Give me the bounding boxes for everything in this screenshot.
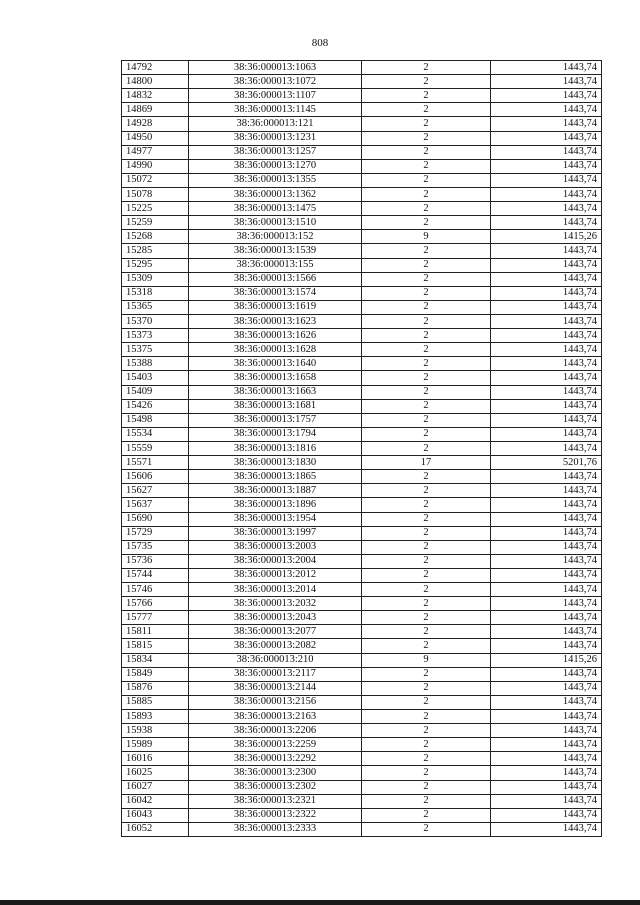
value-cell: 1443,74 [491,145,602,159]
cadastral-number-cell: 38:36:000013:1896 [189,498,362,512]
value-cell: 1443,74 [491,413,602,427]
cadastral-number-cell: 38:36:000013:1574 [189,286,362,300]
table-body [122,61,602,837]
value-cell: 1443,74 [491,272,602,286]
cadastral-number-cell: 38:36:000013:1231 [189,131,362,145]
row-id-cell: 15559 [122,441,189,455]
table-row [122,357,602,371]
table-row [122,371,602,385]
table-row [122,526,602,540]
value-cell: 1443,74 [491,385,602,399]
quantity-cell: 2 [362,498,491,512]
cadastral-number-cell: 38:36:000013:2259 [189,738,362,752]
value-cell: 1443,74 [491,427,602,441]
row-id-cell: 14928 [122,117,189,131]
value-cell: 1443,74 [491,329,602,343]
value-cell: 1443,74 [491,540,602,554]
row-id-cell: 15403 [122,371,189,385]
value-cell: 1443,74 [491,794,602,808]
table-row [122,244,602,258]
cadastral-number-cell: 38:36:000013:2302 [189,780,362,794]
row-id-cell: 15893 [122,710,189,724]
value-cell: 1443,74 [491,710,602,724]
value-cell: 1443,74 [491,131,602,145]
row-id-cell: 15318 [122,286,189,300]
row-id-cell: 15735 [122,540,189,554]
table-row [122,61,602,75]
cadastral-number-cell: 38:36:000013:1510 [189,216,362,230]
cadastral-number-cell: 38:36:000013:2077 [189,625,362,639]
cadastral-number-cell: 38:36:000013:2292 [189,752,362,766]
quantity-cell: 2 [362,399,491,413]
quantity-cell: 2 [362,568,491,582]
table-row [122,808,602,822]
value-cell: 1415,26 [491,653,602,667]
table-row [122,822,602,836]
quantity-cell: 2 [362,540,491,554]
quantity-cell: 2 [362,145,491,159]
value-cell: 1443,74 [491,611,602,625]
table-row [122,187,602,201]
table-row [122,314,602,328]
quantity-cell: 2 [362,103,491,117]
row-id-cell: 15370 [122,314,189,328]
value-cell: 1443,74 [491,314,602,328]
row-id-cell: 15834 [122,653,189,667]
value-cell: 1443,74 [491,300,602,314]
quantity-cell: 2 [362,554,491,568]
row-id-cell: 15426 [122,399,189,413]
table-row [122,752,602,766]
value-cell: 1443,74 [491,695,602,709]
value-cell: 1443,74 [491,484,602,498]
cadastral-number-cell: 38:36:000013:2163 [189,710,362,724]
cadastral-number-cell: 38:36:000013:2300 [189,766,362,780]
quantity-cell: 2 [362,371,491,385]
quantity-cell: 2 [362,738,491,752]
value-cell: 1443,74 [491,512,602,526]
row-id-cell: 15285 [122,244,189,258]
row-id-cell: 15295 [122,258,189,272]
table-row [122,724,602,738]
value-cell: 1443,74 [491,202,602,216]
table-row [122,681,602,695]
row-id-cell: 14792 [122,61,189,75]
cadastral-number-cell: 38:36:000013:1757 [189,413,362,427]
quantity-cell: 2 [362,258,491,272]
quantity-cell: 17 [362,456,491,470]
table-row [122,103,602,117]
quantity-cell: 2 [362,272,491,286]
quantity-cell: 2 [362,413,491,427]
row-id-cell: 15606 [122,470,189,484]
quantity-cell: 2 [362,780,491,794]
quantity-cell: 2 [362,794,491,808]
value-cell: 1443,74 [491,216,602,230]
row-id-cell: 16016 [122,752,189,766]
quantity-cell: 2 [362,710,491,724]
row-id-cell: 14869 [122,103,189,117]
row-id-cell: 15746 [122,583,189,597]
quantity-cell: 2 [362,484,491,498]
cadastral-number-cell: 38:36:000013:1830 [189,456,362,470]
quantity-cell: 2 [362,117,491,131]
table-row [122,216,602,230]
row-id-cell: 15225 [122,202,189,216]
quantity-cell: 2 [362,61,491,75]
quantity-cell: 2 [362,470,491,484]
row-id-cell: 15777 [122,611,189,625]
page-number: 808 [311,37,329,49]
table-row [122,300,602,314]
table-row [122,329,602,343]
row-id-cell: 16042 [122,794,189,808]
table-row [122,710,602,724]
value-cell: 1443,74 [491,343,602,357]
row-id-cell: 16043 [122,808,189,822]
row-id-cell: 16025 [122,766,189,780]
table-row [122,611,602,625]
scan-bottom-edge [0,900,640,905]
value-cell: 1443,74 [491,173,602,187]
cadastral-number-cell: 38:36:000013:2206 [189,724,362,738]
quantity-cell: 2 [362,526,491,540]
cadastral-number-cell: 38:36:000013:1072 [189,75,362,89]
quantity-cell: 2 [362,385,491,399]
table-row [122,625,602,639]
quantity-cell: 2 [362,766,491,780]
value-cell: 1443,74 [491,724,602,738]
row-id-cell: 15309 [122,272,189,286]
quantity-cell: 2 [362,752,491,766]
value-cell: 1443,74 [491,822,602,836]
cadastral-number-cell: 38:36:000013:1107 [189,89,362,103]
value-cell: 1443,74 [491,526,602,540]
cadastral-number-cell: 38:36:000013:1628 [189,343,362,357]
table-row [122,597,602,611]
quantity-cell: 2 [362,159,491,173]
table-row [122,498,602,512]
table-row [122,131,602,145]
quantity-cell: 2 [362,822,491,836]
cadastral-number-cell: 38:36:000013:1355 [189,173,362,187]
cadastral-number-cell: 38:36:000013:1619 [189,300,362,314]
table-row [122,272,602,286]
value-cell: 1443,74 [491,89,602,103]
quantity-cell: 2 [362,724,491,738]
row-id-cell: 15736 [122,554,189,568]
table-row [122,695,602,709]
cadastral-number-cell: 38:36:000013:152 [189,230,362,244]
quantity-cell: 2 [362,343,491,357]
table-row [122,399,602,413]
row-id-cell: 15627 [122,484,189,498]
cadastral-number-cell: 38:36:000013:2012 [189,568,362,582]
quantity-cell: 2 [362,75,491,89]
quantity-cell: 2 [362,244,491,258]
table-row [122,583,602,597]
quantity-cell: 2 [362,173,491,187]
table-row [122,89,602,103]
value-cell: 1443,74 [491,286,602,300]
row-id-cell: 15815 [122,639,189,653]
table-row [122,230,602,244]
cadastral-number-cell: 38:36:000013:2004 [189,554,362,568]
row-id-cell: 15938 [122,724,189,738]
table-row [122,780,602,794]
cadastral-number-cell: 38:36:000013:1626 [189,329,362,343]
row-id-cell: 15637 [122,498,189,512]
cadastral-number-cell: 38:36:000013:1658 [189,371,362,385]
table-row [122,385,602,399]
data-table [121,60,602,837]
quantity-cell: 2 [362,131,491,145]
cadastral-number-cell: 38:36:000013:210 [189,653,362,667]
cadastral-number-cell: 38:36:000013:1257 [189,145,362,159]
table-row [122,286,602,300]
table-row [122,484,602,498]
row-id-cell: 15365 [122,300,189,314]
value-cell: 1415,26 [491,230,602,244]
cadastral-number-cell: 38:36:000013:1063 [189,61,362,75]
value-cell: 1443,74 [491,258,602,272]
quantity-cell: 9 [362,230,491,244]
table-row [122,441,602,455]
quantity-cell: 2 [362,597,491,611]
quantity-cell: 2 [362,427,491,441]
value-cell: 1443,74 [491,639,602,653]
cadastral-number-cell: 38:36:000013:1816 [189,441,362,455]
quantity-cell: 2 [362,202,491,216]
quantity-cell: 2 [362,89,491,103]
quantity-cell: 2 [362,314,491,328]
quantity-cell: 2 [362,667,491,681]
row-id-cell: 15766 [122,597,189,611]
cadastral-number-cell: 38:36:000013:2156 [189,695,362,709]
value-cell: 1443,74 [491,187,602,201]
cadastral-number-cell: 38:36:000013:1566 [189,272,362,286]
cadastral-number-cell: 38:36:000013:1640 [189,357,362,371]
value-cell: 1443,74 [491,597,602,611]
table-row [122,202,602,216]
row-id-cell: 15989 [122,738,189,752]
quantity-cell: 2 [362,187,491,201]
quantity-cell: 2 [362,329,491,343]
quantity-cell: 2 [362,611,491,625]
row-id-cell: 14950 [122,131,189,145]
quantity-cell: 2 [362,216,491,230]
row-id-cell: 15849 [122,667,189,681]
value-cell: 5201,76 [491,456,602,470]
table-row [122,413,602,427]
table-row [122,667,602,681]
row-id-cell: 15571 [122,456,189,470]
table-row [122,173,602,187]
cadastral-number-cell: 38:36:000013:2082 [189,639,362,653]
row-id-cell: 14990 [122,159,189,173]
value-cell: 1443,74 [491,766,602,780]
table-row [122,75,602,89]
quantity-cell: 2 [362,639,491,653]
value-cell: 1443,74 [491,498,602,512]
quantity-cell: 9 [362,653,491,667]
cadastral-number-cell: 38:36:000013:2322 [189,808,362,822]
row-id-cell: 15373 [122,329,189,343]
row-id-cell: 16052 [122,822,189,836]
row-id-cell: 15268 [122,230,189,244]
cadastral-number-cell: 38:36:000013:1887 [189,484,362,498]
cadastral-number-cell: 38:36:000013:155 [189,258,362,272]
value-cell: 1443,74 [491,738,602,752]
row-id-cell: 15072 [122,173,189,187]
quantity-cell: 2 [362,583,491,597]
table-row [122,145,602,159]
row-id-cell: 15729 [122,526,189,540]
cadastral-number-cell: 38:36:000013:1362 [189,187,362,201]
cadastral-number-cell: 38:36:000013:2014 [189,583,362,597]
cadastral-number-cell: 38:36:000013:2333 [189,822,362,836]
table-row [122,568,602,582]
quantity-cell: 2 [362,357,491,371]
row-id-cell: 14800 [122,75,189,89]
quantity-cell: 2 [362,695,491,709]
cadastral-number-cell: 38:36:000013:2032 [189,597,362,611]
table-row [122,456,602,470]
row-id-cell: 15885 [122,695,189,709]
table-row [122,159,602,173]
value-cell: 1443,74 [491,75,602,89]
table-row [122,540,602,554]
cadastral-number-cell: 38:36:000013:1475 [189,202,362,216]
table-row [122,738,602,752]
value-cell: 1443,74 [491,583,602,597]
value-cell: 1443,74 [491,371,602,385]
row-id-cell: 15690 [122,512,189,526]
cadastral-number-cell: 38:36:000013:1663 [189,385,362,399]
value-cell: 1443,74 [491,103,602,117]
cadastral-number-cell: 38:36:000013:2003 [189,540,362,554]
value-cell: 1443,74 [491,808,602,822]
cadastral-number-cell: 38:36:000013:1865 [189,470,362,484]
cadastral-number-cell: 38:36:000013:1623 [189,314,362,328]
quantity-cell: 2 [362,681,491,695]
table-row [122,653,602,667]
value-cell: 1443,74 [491,244,602,258]
value-cell: 1443,74 [491,752,602,766]
value-cell: 1443,74 [491,568,602,582]
row-id-cell: 15744 [122,568,189,582]
row-id-cell: 15534 [122,427,189,441]
quantity-cell: 2 [362,286,491,300]
cadastral-number-cell: 38:36:000013:1681 [189,399,362,413]
row-id-cell: 15498 [122,413,189,427]
row-id-cell: 15078 [122,187,189,201]
row-id-cell: 15409 [122,385,189,399]
quantity-cell: 2 [362,808,491,822]
cadastral-number-cell: 38:36:000013:1954 [189,512,362,526]
value-cell: 1443,74 [491,117,602,131]
table-row [122,554,602,568]
table-row [122,639,602,653]
row-id-cell: 15375 [122,343,189,357]
row-id-cell: 14977 [122,145,189,159]
value-cell: 1443,74 [491,399,602,413]
value-cell: 1443,74 [491,470,602,484]
value-cell: 1443,74 [491,681,602,695]
row-id-cell: 14832 [122,89,189,103]
cadastral-number-cell: 38:36:000013:1794 [189,427,362,441]
cadastral-number-cell: 38:36:000013:1539 [189,244,362,258]
cadastral-number-cell: 38:36:000013:1270 [189,159,362,173]
table-row [122,427,602,441]
cadastral-number-cell: 38:36:000013:2043 [189,611,362,625]
value-cell: 1443,74 [491,667,602,681]
quantity-cell: 2 [362,512,491,526]
table-row [122,794,602,808]
cadastral-number-cell: 38:36:000013:1997 [189,526,362,540]
quantity-cell: 2 [362,441,491,455]
quantity-cell: 2 [362,625,491,639]
value-cell: 1443,74 [491,554,602,568]
value-cell: 1443,74 [491,159,602,173]
row-id-cell: 15811 [122,625,189,639]
table-row [122,258,602,272]
value-cell: 1443,74 [491,441,602,455]
table-row [122,766,602,780]
value-cell: 1443,74 [491,780,602,794]
quantity-cell: 2 [362,300,491,314]
cadastral-number-cell: 38:36:000013:2117 [189,667,362,681]
table-row [122,117,602,131]
value-cell: 1443,74 [491,357,602,371]
row-id-cell: 16027 [122,780,189,794]
row-id-cell: 15876 [122,681,189,695]
row-id-cell: 15388 [122,357,189,371]
row-id-cell: 15259 [122,216,189,230]
value-cell: 1443,74 [491,625,602,639]
value-cell: 1443,74 [491,61,602,75]
table-row [122,470,602,484]
cadastral-number-cell: 38:36:000013:121 [189,117,362,131]
cadastral-number-cell: 38:36:000013:1145 [189,103,362,117]
table-row [122,512,602,526]
cadastral-number-cell: 38:36:000013:2144 [189,681,362,695]
cadastral-number-cell: 38:36:000013:2321 [189,794,362,808]
table-row [122,343,602,357]
